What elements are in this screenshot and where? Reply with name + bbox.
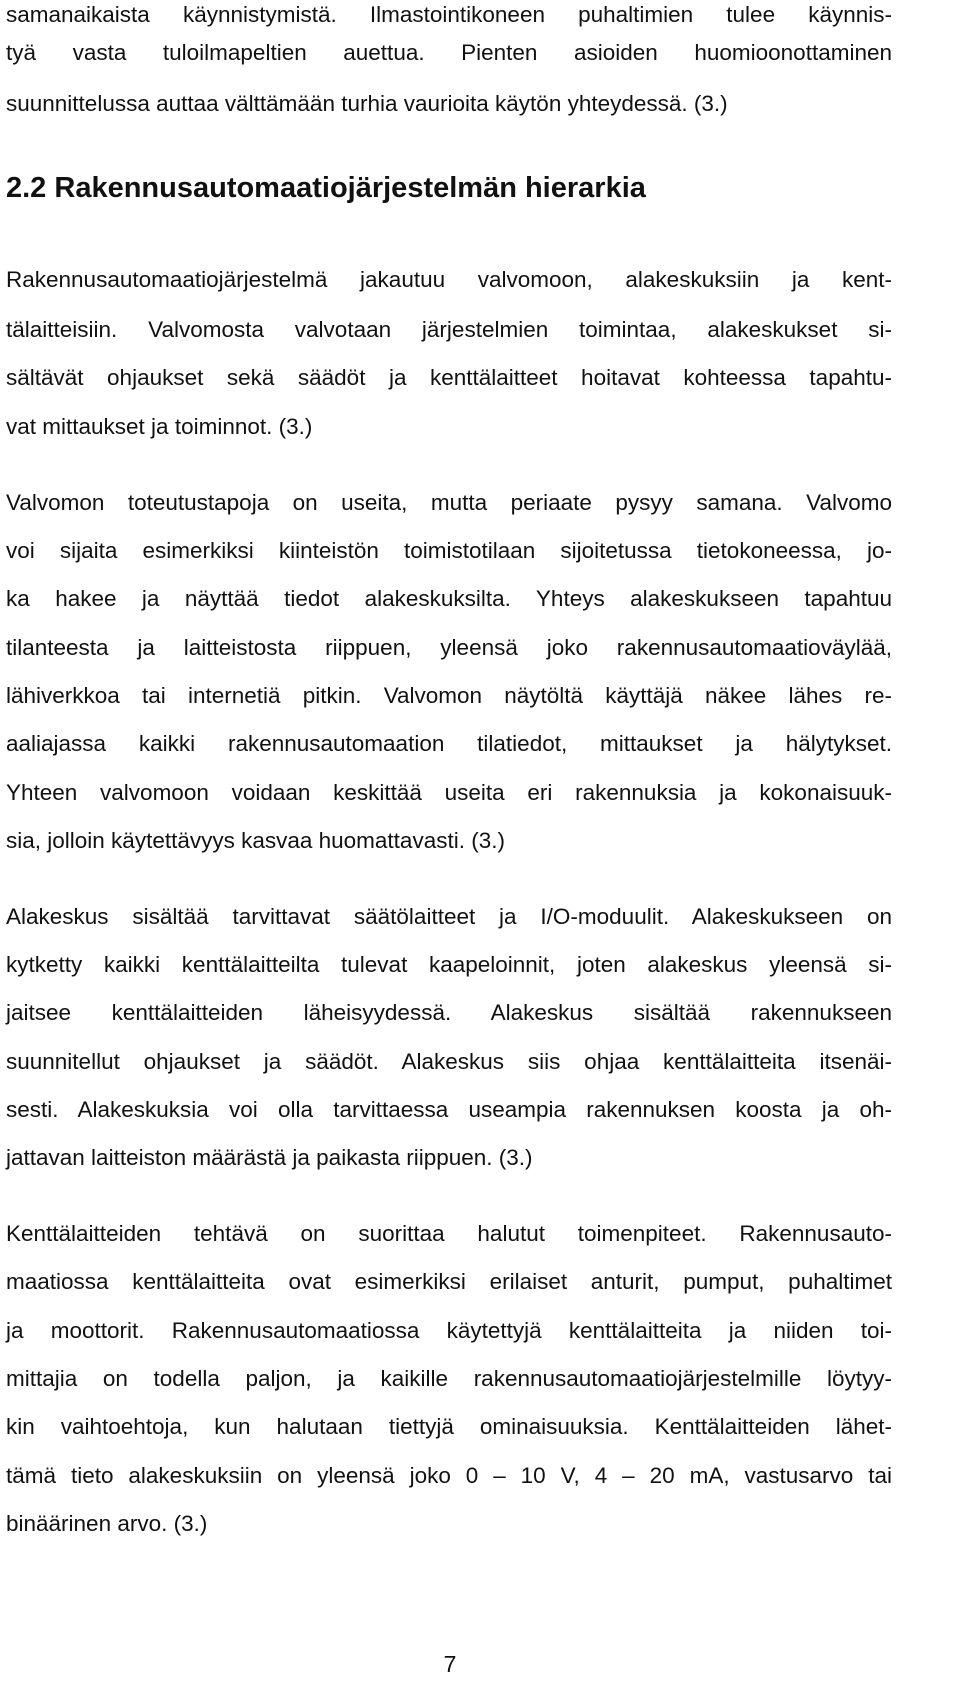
text-line: suunnitellut ohjaukset ja säädöt. Alakeskus siis ohjaa kenttälaitteita itsenäi- [6,1049,892,1074]
text-line: binäärinen arvo. (3.) [6,1511,208,1536]
text-line: vat mittaukset ja toiminnot. (3.) [6,414,313,439]
text-line: jattavan laitteiston määrästä ja paikasta riippuen. (3.) [6,1145,533,1170]
text-line: voi sijaita esimerkiksi kiinteistön toimistotilaan sijoitetussa tietokoneessa, jo- [6,538,892,563]
text-line: lähiverkkoa tai internetiä pitkin. Valvomon näytöltä käyttäjä näkee lähes re- [6,683,892,708]
text-line: jaitsee kenttälaitteiden läheisyydessä. Alakeskus sisältää rakennukseen [6,1000,892,1025]
text-line: tälaitteisiin. Valvomosta valvotaan järjestelmien toimintaa, alakeskukset si- [6,317,892,342]
page-number: 7 [443,1651,457,1677]
text-line: sia, jolloin käytettävyys kasvaa huomattavasti. (3.) [6,828,505,853]
text-line: samanaikaista käynnistymistä. Ilmastointikoneen puhaltimien tulee käynnis- [6,2,892,27]
text-line: aaliajassa kaikki rakennusautomaation tilatiedot, mittaukset ja hälytykset. [6,731,892,756]
text-line: ka hakee ja näyttää tiedot alakeskuksilta. Yhteys alakeskukseen tapahtuu [6,586,892,611]
text-line: Yhteen valvomoon voidaan keskittää useita eri rakennuksia ja kokonaisuuk- [6,780,892,805]
text-line: tämä tieto alakeskuksiin on yleensä joko 0 – 10 V, 4 – 20 mA, vastusarvo tai [6,1463,892,1488]
text-line: suunnittelussa auttaa välttämään turhia vaurioita käytön yhteydessä. (3.) [6,91,728,116]
text-line: kytketty kaikki kenttälaitteilta tulevat kaapeloinnit, joten alakeskus yleensä si- [6,952,892,977]
text-line: kin vaihtoehtoja, kun halutaan tiettyjä ominaisuuksia. Kenttälaitteiden lähet- [6,1414,892,1439]
text-line: Rakennusautomaatiojärjestelmä jakautuu valvomoon, alakeskuksiin ja kent- [6,267,892,292]
text-line: tyä vasta tuloilmapeltien auettua. Pienten asioiden huomioonottaminen [6,40,892,65]
text-line: sältävät ohjaukset sekä säädöt ja kenttälaitteet hoitavat kohteessa tapahtu- [6,365,892,390]
text-line: tilanteesta ja laitteistosta riippuen, yleensä joko rakennusautomaatioväylää, [6,635,892,660]
text-line: Valvomon toteutustapoja on useita, mutta periaate pysyy samana. Valvomo [6,490,892,515]
section-heading: 2.2 Rakennusautomaatiojärjestelmän hierarkia [6,172,646,204]
text-line: sesti. Alakeskuksia voi olla tarvittaessa useampia rakennuksen koosta ja oh- [6,1097,892,1122]
text-line: maatiossa kenttälaitteita ovat esimerkiksi erilaiset anturit, pumput, puhaltimet [6,1269,892,1294]
text-line: ja moottorit. Rakennusautomaatiossa käytettyjä kenttälaitteita ja niiden toi- [6,1318,892,1343]
text-line: Alakeskus sisältää tarvittavat säätölaitteet ja I/O-moduulit. Alakeskukseen on [6,904,892,929]
text-line: Kenttälaitteiden tehtävä on suorittaa halutut toimenpiteet. Rakennusauto- [6,1221,892,1246]
text-line: mittajia on todella paljon, ja kaikille rakennusautomaatiojärjestelmille löytyy- [6,1366,892,1391]
